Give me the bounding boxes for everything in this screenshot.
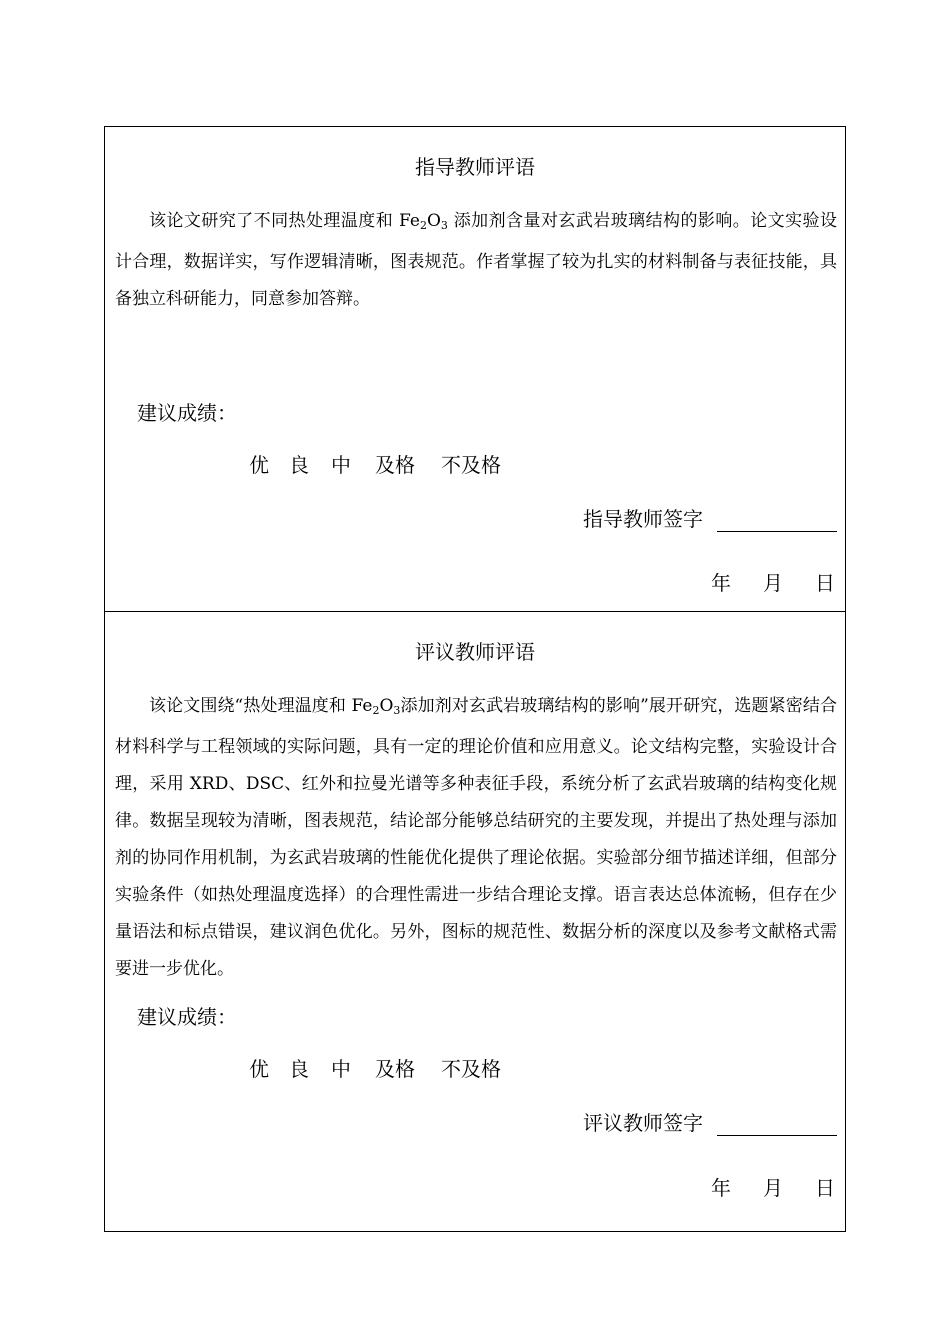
grade-option-medium[interactable]: 中	[331, 1057, 351, 1081]
grade-option-excellent[interactable]: 优	[249, 453, 269, 477]
reviewer-date	[711, 1176, 835, 1200]
reviewer-grade-label: 建议成绩：	[137, 1005, 237, 1029]
grade-option-pass[interactable]: 及格	[375, 1057, 415, 1081]
reviewer-signature-field[interactable]	[717, 1115, 837, 1136]
grade-option-excellent[interactable]: 优	[249, 1057, 269, 1081]
date-month: 月	[763, 571, 783, 595]
grade-option-pass[interactable]: 及格	[375, 453, 415, 477]
advisor-date	[711, 571, 835, 595]
date-year: 年	[711, 571, 731, 595]
advisor-section-title: 指导教师评语	[415, 155, 535, 179]
grade-option-fail[interactable]: 不及格	[441, 453, 501, 477]
reviewer-comment-text: 该论文围绕“热处理温度和 $Fe_2O_3$添加剂对玄武岩玻璃结构的影响”展开研究，选题紧密结合材料科学与工程领域的实际问题，具有一定的理论价值和应用意义。论文结构完整，实验设计合理，采用 XRD、DSC、红外和拉曼光谱等多种表征手段，系统分析了玄武岩玻璃的结构变化规律。数据呈现较为清晰，图表规范，结论部分能够总结研究的主要发现，并提出了热处理与添加剂的协同作用机制，为玄武岩玻璃的性能优化提供了理论依据。实验部分细节描述详细，但部分实验条件（如热处理温度选择）的合理性需进一步结合理论支撑。语言表达总体流畅，但存在少量语法和标点错误，建议润色优化。另外，图标的规范性、数据分析的深度以及参考文献格式需要进一步优化。	[115, 696, 837, 979]
advisor-comment-text: 该论文研究了不同热处理温度和 $Fe_2O_3$ 添加剂含量对玄武岩玻璃结构的影响。论文实验设计合理，数据详实，写作逻辑清晰，图表规范。作者掌握了较为扎实的材料制备与表征技能，具备独立科研能力，同意参加答辩。	[115, 211, 837, 309]
reviewer-grade-options	[249, 1057, 501, 1081]
grade-option-good[interactable]: 良	[289, 1057, 309, 1081]
grade-option-fail[interactable]: 不及格	[441, 1057, 501, 1081]
date-year: 年	[711, 1176, 731, 1200]
advisor-signature-label: 指导教师签字	[583, 507, 703, 531]
date-day: 日	[815, 571, 835, 595]
advisor-grade-options	[249, 453, 501, 477]
reviewer-signature	[583, 1111, 837, 1136]
reviewer-section-title: 评议教师评语	[415, 640, 535, 664]
advisor-comment-section	[105, 127, 845, 612]
reviewer-signature-label: 评议教师签字	[583, 1111, 703, 1135]
date-day: 日	[815, 1176, 835, 1200]
date-month: 月	[763, 1176, 783, 1200]
advisor-signature-field[interactable]	[717, 511, 837, 532]
advisor-grade-label: 建议成绩：	[137, 401, 237, 425]
advisor-signature	[583, 507, 837, 532]
reviewer-comment-section	[105, 612, 845, 1231]
grade-option-good[interactable]: 良	[289, 453, 309, 477]
evaluation-form	[104, 126, 846, 1232]
grade-option-medium[interactable]: 中	[331, 453, 351, 477]
